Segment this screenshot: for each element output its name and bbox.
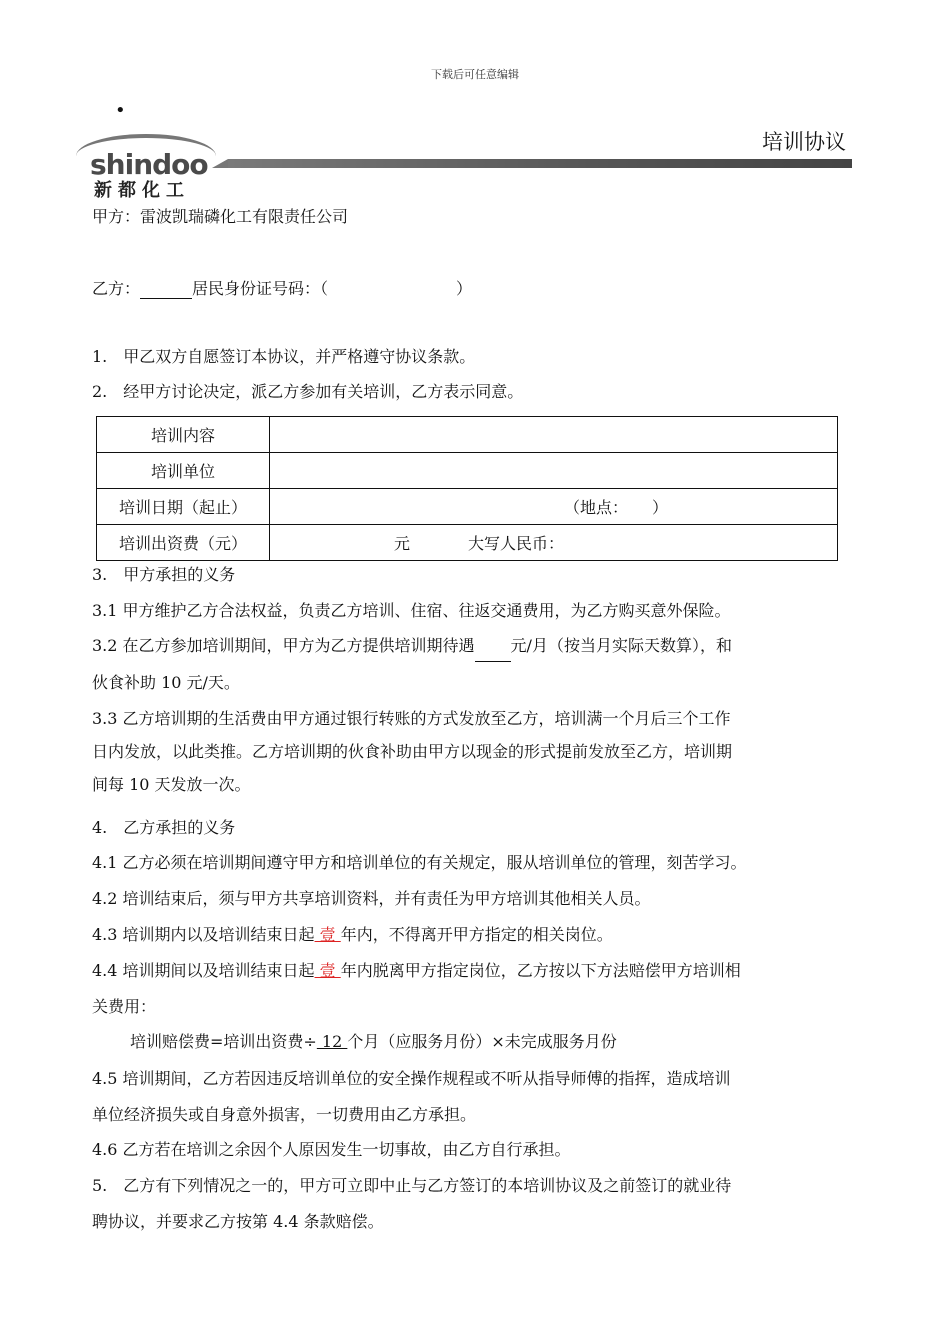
clause-4-3-b: 年内，不得离开甲方指定的相关岗位。	[340, 925, 613, 944]
clause-4-5-a: 4.5 培训期间，乙方若因违反培训单位的安全操作规程或不听从指导师傅的指挥，造成培训	[92, 1069, 731, 1088]
clause-3-2-c: 伙食补助 10 元/天。	[92, 673, 240, 692]
table-label: 培训内容	[97, 417, 270, 453]
clause-4-6: 4.6 乙方若在培训之余因个人原因发生一切事故，由乙方自行承担。	[92, 1140, 571, 1159]
clause-5-b: 聘协议，并要求乙方按第 4.4 条款赔偿。	[92, 1212, 384, 1231]
logo-wordmark: shindoo	[90, 148, 208, 181]
location-label: （地点： ）	[564, 498, 669, 517]
party-b-label: 乙方：	[92, 279, 141, 298]
table-label: 培训日期（起止）	[97, 489, 270, 525]
formula-months: 12	[316, 1032, 348, 1051]
table-row	[97, 489, 838, 525]
logo-cn-name: 新都化工	[94, 180, 190, 201]
formula-b: 个月（应服务月份）×未完成服务月份	[347, 1032, 617, 1051]
page-header: 下载后可任意编辑	[431, 68, 519, 81]
clause-3-3-c: 间每 10 天发放一次。	[92, 775, 251, 794]
party-a: 甲方：雷波凯瑞磷化工有限责任公司	[92, 207, 349, 226]
bullet-mark: •	[115, 100, 126, 121]
clause-4-4	[92, 954, 862, 987]
stipend-blank[interactable]	[475, 661, 511, 662]
header-bar	[228, 159, 852, 168]
formula-a: 培训赔偿费=培训出资费÷	[130, 1032, 317, 1051]
clause-3-1: 3.1 甲方维护乙方合法权益，负责乙方培训、住宿、往返交通费用，为乙方购买意外保险。	[92, 601, 731, 620]
table-value[interactable]	[270, 525, 838, 561]
clause-3-2-b: 元/月（按当月实际天数算），和	[510, 636, 732, 655]
clause-2: 2. 经甲方讨论决定，派乙方参加有关培训，乙方表示同意。	[92, 382, 524, 401]
clause-4-3-a: 4.3 培训期内以及培训结束日起	[92, 925, 315, 944]
table-value[interactable]	[270, 453, 838, 489]
table-value[interactable]	[270, 489, 838, 525]
amount-in-words-label: 大写人民币：	[468, 534, 565, 553]
clause-4-3-years: 壹	[314, 925, 341, 944]
compensation-formula	[130, 1025, 900, 1058]
party-b-name-blank[interactable]	[140, 298, 192, 299]
clause-3-2	[92, 629, 862, 662]
amount-unit: 元	[394, 534, 411, 553]
clause-4-1: 4.1 乙方必须在培训期间遵守甲方和培训单位的有关规定，服从培训单位的管理，刻苦学习。	[92, 853, 747, 872]
table-row	[97, 417, 838, 453]
clause-4: 4. 乙方承担的义务	[92, 818, 236, 837]
clause-5-a: 5. 乙方有下列情况之一的，甲方可立即中止与乙方签订的本培训协议及之前签订的就业待	[92, 1176, 732, 1195]
clause-3-2-a: 3.2 在乙方参加培训期间，甲方为乙方提供培训期待遇	[92, 636, 475, 655]
table-row	[97, 453, 838, 489]
clause-4-4-b: 年内脱离甲方指定岗位，乙方按以下方法赔偿甲方培训相	[340, 961, 741, 980]
clause-4-4-years: 壹	[314, 961, 341, 980]
party-b	[92, 276, 472, 299]
clause-4-2: 4.2 培训结束后，须与甲方共享培训资料，并有责任为甲方培训其他相关人员。	[92, 889, 651, 908]
party-b-close: ）	[456, 279, 473, 298]
training-info-table	[96, 416, 838, 561]
company-logo	[76, 130, 226, 200]
table-row	[97, 525, 838, 561]
table-value[interactable]	[270, 417, 838, 453]
clause-3-3-b: 日内发放，以此类推。乙方培训期的伙食补助由甲方以现金的形式提前发放至乙方，培训期	[92, 742, 733, 761]
clause-4-4-c: 关费用：	[92, 997, 157, 1016]
clause-3: 3. 甲方承担的义务	[92, 565, 236, 584]
clause-4-3	[92, 918, 862, 951]
clause-1: 1. 甲乙双方自愿签订本协议，并严格遵守协议条款。	[92, 347, 476, 366]
document-title: 培训协议	[762, 130, 846, 154]
table-label: 培训出资费（元）	[97, 525, 270, 561]
table-label: 培训单位	[97, 453, 270, 489]
clause-4-5-b: 单位经济损失或自身意外损害，一切费用由乙方承担。	[92, 1105, 477, 1124]
clause-4-4-a: 4.4 培训期间以及培训结束日起	[92, 961, 315, 980]
clause-3-3-a: 3.3 乙方培训期的生活费由甲方通过银行转账的方式发放至乙方，培训满一个月后三个工作	[92, 709, 731, 728]
party-b-id-label: 居民身份证号码：（	[192, 279, 329, 298]
